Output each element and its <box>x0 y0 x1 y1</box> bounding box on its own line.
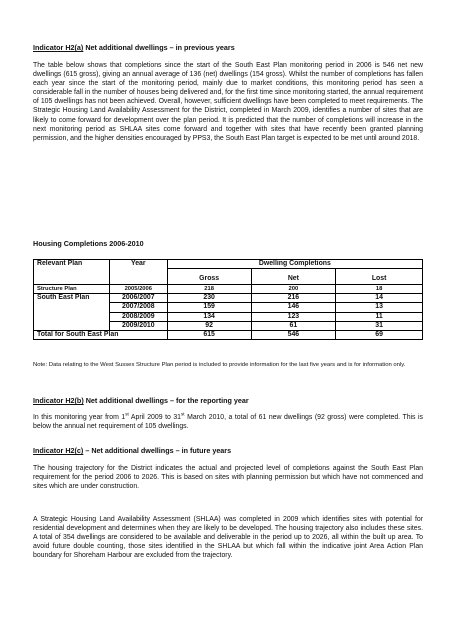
cell-gross: 159 <box>167 303 251 312</box>
cell-total-lost: 69 <box>336 331 423 340</box>
cell-gross: 230 <box>167 294 251 303</box>
cell-net: 200 <box>251 285 336 294</box>
header-relevant-plan: Relevant Plan <box>34 260 110 285</box>
heading-h2c-title: – Net additional dwellings – in future years <box>83 446 232 455</box>
table-total-row <box>34 331 423 340</box>
cell-year: 2008/2009 <box>109 312 167 321</box>
cell-net: 123 <box>251 312 336 321</box>
heading-h2b-code: Indicator H2(b) <box>33 396 84 405</box>
heading-h2a-code: Indicator H2(a) <box>33 43 84 52</box>
ordinal-suffix: st <box>181 411 185 417</box>
table-header-row <box>34 260 423 269</box>
cell-lost: 18 <box>336 285 423 294</box>
cell-lost: 13 <box>336 303 423 312</box>
table-note: Note: Data relating to the West Sussex Structure Plan period is included to provide information for the last five years and is for information only. <box>33 362 406 368</box>
cell-net: 61 <box>251 321 336 330</box>
cell-year: 2009/2010 <box>109 321 167 330</box>
cell-gross: 92 <box>167 321 251 330</box>
h2b-text-part: March 2010, a total of 61 new dwellings (92 gross) were completed. This is below the annual net requirement of 105 dwellings. <box>33 414 423 431</box>
table-row-structure-plan <box>34 285 423 294</box>
h2b-paragraph <box>33 413 423 431</box>
header-lost: Lost <box>336 269 423 285</box>
heading-h2a-title: Net additional dwellings – in previous years <box>83 43 235 52</box>
cell-year: 2005/2006 <box>109 285 167 294</box>
h2c-paragraph-2: A Strategic Housing Land Availability Assessment (SHLAA) was completed in 2009 which identifies sites with potential for residential development and determines when they are likely to be developed. The housing trajectory also includes these sites. A total of 354 dwellings are considered to be available and deliverable in the period up to 2026, all within the built up area. To avoid future double counting, those sites identified in the SHLAA but which fall within the indicative joint Area Action Plan boundary for Shoreham Harbour are excluded from the trajectory. <box>33 516 423 560</box>
ordinal-suffix: st <box>125 411 129 417</box>
header-dwelling-completions: Dwelling Completions <box>167 260 422 269</box>
housing-completions-table <box>33 259 423 340</box>
heading-h2b-title: Net additional dwellings – for the reporting year <box>83 396 249 405</box>
h2c-paragraph-1: The housing trajectory for the District indicates the actual and projected level of completions against the South East Plan requirement for the period 2006 to 2026. This is based on sites with planning permission but which have not commenced and sites which are under construction. <box>33 465 423 491</box>
h2b-text-part: In this monitoring year from 1 <box>33 414 126 421</box>
cell-total-label: Total for South East Plan <box>34 331 168 340</box>
header-gross: Gross <box>167 269 251 285</box>
cell-gross: 134 <box>167 312 251 321</box>
cell-gross: 218 <box>167 285 251 294</box>
heading-h2c-code: Indicator H2(c) <box>33 446 84 455</box>
cell-south-east-plan: South East Plan <box>34 294 110 331</box>
cell-lost: 14 <box>336 294 423 303</box>
cell-year: 2006/2007 <box>109 294 167 303</box>
cell-lost: 31 <box>336 321 423 330</box>
heading-h2c <box>33 446 231 455</box>
table-title: Housing Completions 2006-2010 <box>33 239 144 248</box>
h2b-text-part: April 2009 to 31 <box>128 414 181 421</box>
header-net: Net <box>251 269 336 285</box>
cell-year: 2007/2008 <box>109 303 167 312</box>
table-row <box>34 294 423 303</box>
cell-net: 146 <box>251 303 336 312</box>
heading-h2b <box>33 396 249 405</box>
cell-lost: 11 <box>336 312 423 321</box>
cell-total-gross: 615 <box>167 331 251 340</box>
heading-h2a <box>33 43 235 52</box>
cell-plan: Structure Plan <box>34 285 110 294</box>
cell-net: 216 <box>251 294 336 303</box>
header-year: Year <box>109 260 167 285</box>
h2a-paragraph: The table below shows that completions since the start of the South East Plan monitoring period in 2006 is 546 net new dwellings (615 gross), giving an annual average of 136 (net) dwellings (154 gross). Whilst the number of completions has fallen each year since the start of the monitoring period, mainly due to market conditions, this monitoring period has seen a considerable fall in the number of houses being delivered and, for the first time since monitoring started, the annual requirement of 105 dwellings has not been achieved. Overall, however, sufficient dwellings have been completed to meet requirements. The Strategic Housing Land Availability Assessment for the District, completed in March 2009, identifies a number of sites that are likely to come forward for development over the plan period. It is predicted that the number of completions will increase in the next monitoring period as SHLAA sites come forward and together with sites that have recently been granted planning permission, and the higher densities encouraged by PPS3, the South East Plan target is expected to be met until around 2018. <box>33 62 423 142</box>
cell-total-net: 546 <box>251 331 336 340</box>
